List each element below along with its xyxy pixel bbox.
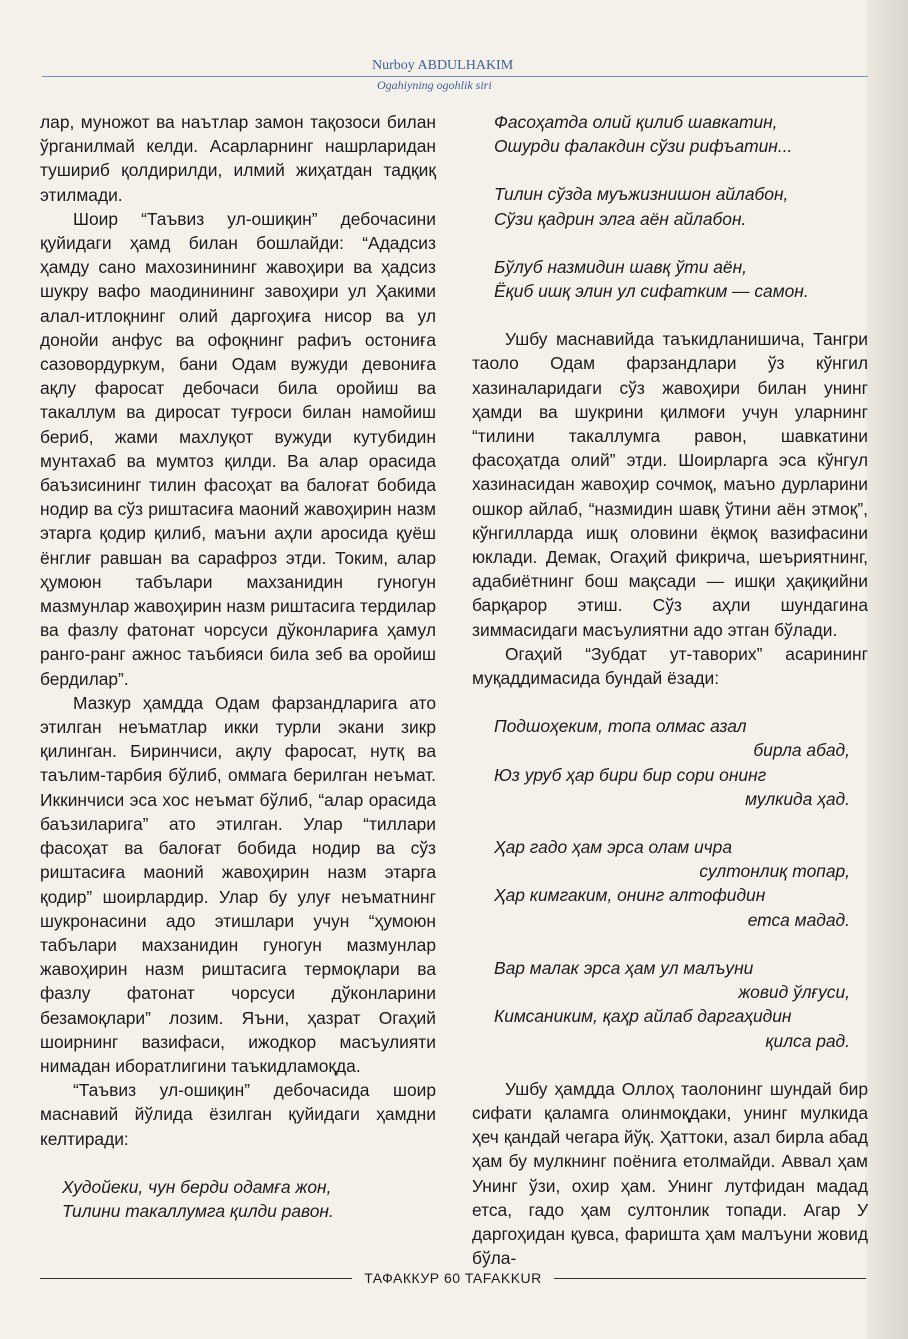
verse-line: султонлиқ топар,: [699, 861, 850, 882]
verse-line: Вар малак эрса ҳам ул малъуни: [494, 957, 754, 978]
running-header-title: Ogahiyning ogohlik siri: [377, 78, 492, 92]
verse-line: Тилини такаллумга қилди равон.: [62, 1200, 334, 1221]
stanza-gap: [472, 1053, 868, 1077]
verse-line: Юз уруб ҳар бири бир сори онинг: [494, 764, 767, 785]
paragraph: “Таъвиз ул-ошиқин” дебочасида шоир маснавий йўлида ёзилган қуйидаги ҳамдни келтиради:: [40, 1080, 436, 1149]
stanza-gap: [472, 932, 868, 956]
verse-line: Фасоҳатда олий қилиб шавкатин,: [494, 112, 778, 132]
footer-page-label: ТАФАККУР 60 TAFAKKUR: [364, 1270, 542, 1286]
verse-line: бирла абад,: [753, 740, 850, 761]
right-column: [472, 110, 868, 1270]
verse-line: Бўлуб назмидин шавқ ўти аён,: [494, 256, 748, 277]
paragraph: лар, муножот ва наътлар замон тақозоси билан ўрганилмай келди. Асарларнинг нашрларидан тушириб қолдирилди, илмий жиҳатдан тадқиқ этилмади.: [40, 112, 436, 205]
stanza-gap: [472, 231, 868, 255]
verse-line: қилса рад.: [765, 1030, 850, 1051]
page-footer: [40, 1268, 866, 1288]
stanza-gap: [472, 303, 868, 327]
left-column: [40, 110, 436, 1223]
verse-line: жовид ўлғуси,: [738, 982, 850, 1003]
paragraph: Мазкур ҳамдда Одам фарзандларига ато этилган неъматлар икки турли экани зикр қилинган. Биринчиси, ақлу фаросат, нутқ ва таълим-тарбия бўлиб, оммага берилган неъмат. Иккинчиси эса хос неъмат бўлиб, “алар орасида баъзиларига” ато этилган. Улар “тиллари фасоҳат ва балоғат бобида нодир ва сўз риштасиға маоний жавоҳирин назм этарга қодир” шоирлардир. Улар бу улуғ неъматнинг шукронасини адо этишлари учун “ҳумоюн табълари махзанидин гуногун мазмунлар жавоҳирин назм риштасига термоқлари ва фазлу фатонат чорсуси дўконларини безамоқлари” лозим. Яъни, ҳазрат Огаҳий шоирнинг вазифаси, ижодкор масъулияти нимадан иборатлигини таъкидламоқда.: [40, 692, 436, 1076]
paragraph: Ушбу маснавийда таъкидланишича, Тангри таоло Одам фарзандлари ўз кўнгил хазиналаридаги сўз жавоҳири билан унинг ҳамди ва шукрини қилмоғи учун уларнинг “тилини такаллумга равон, шавкатини фасоҳатда олий” этди. Шоирларга эса кўнгул хазинасидан жавоҳир сочмоқ, маъно дурларини ошкор айлаб, “назмидин шавқ ўтини аён этмоқ”, кўнгилларда ишқ оловини ёқмоқ вазифасини юклади. Демак, Огаҳий фикрича, шеъриятнинг, адабиётнинг бош мақсади — ишқи ҳақиқийни барқарор этиш. Сўз аҳли шундагина зиммасидаги масъулиятни адо этган бўлади.: [472, 329, 868, 640]
verse-line: Худойеки, чун берди одамға жон,: [62, 1176, 332, 1197]
verse-line: Кимсаниким, қаҳр айлаб даргаҳидин: [494, 1006, 792, 1027]
verse-line: Подшоҳеким, топа олмас азал: [494, 716, 747, 737]
stanza-gap: [472, 158, 868, 182]
stanza-gap: [472, 811, 868, 835]
verse-line: Тилин сўзда муъжизнишон айлабон,: [494, 184, 789, 205]
footer-rule-right: [554, 1278, 866, 1279]
verse-line: етса мадад.: [747, 909, 850, 930]
verse-line: Ёқиб ишқ элин ул сифатким — самон.: [494, 281, 809, 302]
verse-line: Ошурди фалакдин сўзи рифъатин...: [494, 136, 793, 157]
paragraph: Огаҳий “Зубдат ут-таворих” асарининг муқаддимасида бундай ёзади:: [472, 643, 868, 689]
footer-rule-left: [40, 1278, 352, 1279]
verse-line: Ҳар гадо ҳам эрса олам ичра: [494, 837, 733, 858]
paragraph: Шоир “Таъвиз ул-ошиқин” дебочасини қуйидаги ҳамд билан бошлайди: “Ададсиз ҳамду сано махозинининг жавоҳири ва ҳадсиз шукру вафо маодинининг завоҳири ул Ҳакими алал-итлоқнинг олий даргоҳиға нисор ва ул донойи анфус ва офоқнинг рафиъ остониға сазовордуркум, бани Одам вужуди девониға ақлу фаросат дебочаси била оройиш ва такаллум ва диросат туғроси билан намойиш бериб, жами махлуқот вужуди кутубидин мунтахаб ва мумтоз қилди. Ва алар орасида баъзисининг тилин фасоҳат ва балоғат бобида нодир ва сўз риштасиға маоний жавоҳирин назм этарга қодир қилиб, маъни аҳли аросида қуёш ёнглиғ равшан ва сарафроз этди. Токим, алар ҳумоюн табълари махзанидин гуногун мазмунлар жавоҳирин назм риштасига тердилар ва фазлу фатонат чорсуси дўконлариға ҳамул ранго-ранг ажнос таъбияси била зеб ва оройиш бердилар”.: [40, 208, 436, 689]
page-edge-shadow: [866, 0, 908, 1339]
paragraph: Ушбу ҳамдда Оллоҳ таолонинг шундай бир сифати қаламга олинмоқдаки, унинг мулкида ҳеч қандай чегара йўқ. Ҳаттоки, азал бирла абад ҳам бу мулкнинг поёнига етолмайди. Аввал ҳам Унинг ўзи, охир ҳам. Унинг лутфидан мадад етса, гадо ҳам султонлик топади. Агар У даргоҳидан қувса, фаришта ҳам малъуни жовид бўла-: [472, 1078, 868, 1269]
stanza-gap: [472, 690, 868, 714]
running-header-author: Nurboy ABDULHAKIM: [372, 58, 514, 73]
header-rule: [42, 76, 868, 77]
verse-line: Ҳар кимгаким, онинг алтофидин: [494, 885, 766, 906]
verse-line: мулкида ҳад.: [745, 788, 850, 809]
verse-line: Сўзи қадрин элга аён айлабон.: [494, 208, 747, 229]
stanza-gap: [40, 1151, 436, 1175]
